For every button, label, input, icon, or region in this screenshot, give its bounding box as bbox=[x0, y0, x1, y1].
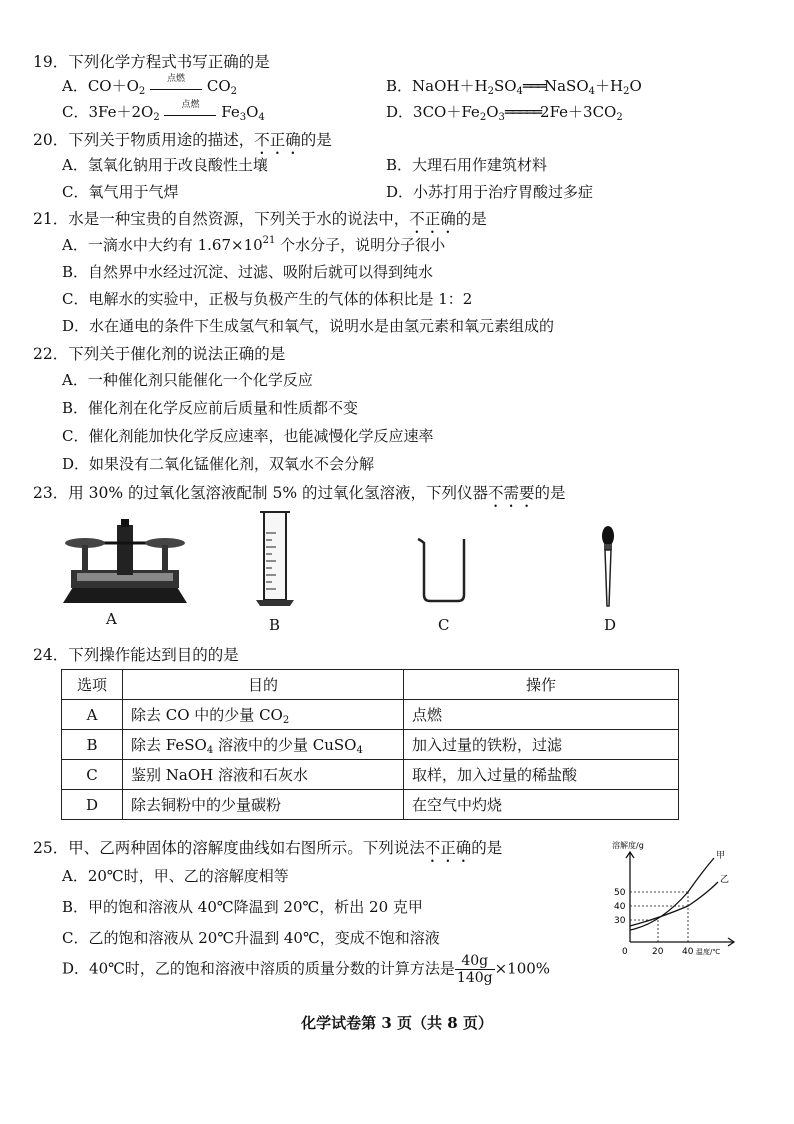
table-cell: B bbox=[62, 730, 123, 760]
table-cell: 在空气中灼烧 bbox=[404, 790, 679, 820]
table-cell bbox=[123, 700, 404, 730]
beaker-image bbox=[412, 533, 472, 605]
q23-emphasis: 不需要 bbox=[487, 484, 535, 502]
table-cell: 鉴别 NaOH 溶液和石灰水 bbox=[123, 760, 404, 790]
q22-option-b: B．催化剂在化学反应前后质量和性质都不变 bbox=[62, 399, 359, 417]
q21-option-b: B．自然界中水经过沉淀、过滤、吸附后就可以得到纯水 bbox=[62, 263, 434, 281]
q23-stem-a: 23．用 30% 的过氧化氢溶液配制 5% 的过氧化氢溶液，下列仪器 bbox=[33, 484, 488, 502]
table-cell: D bbox=[62, 790, 123, 820]
goal-text: 溶液中的少量 CuSO bbox=[213, 736, 357, 754]
series-label-yi: 乙 bbox=[720, 875, 730, 885]
q21-stem-a: 21．水是一种宝贵的自然资源，下列关于水的说法中， bbox=[33, 210, 410, 228]
table-cell: C bbox=[62, 760, 123, 790]
y-tick-label: 40 bbox=[614, 902, 626, 912]
fraction-denominator: 140g bbox=[456, 970, 493, 986]
series-label-jia: 甲 bbox=[716, 851, 726, 861]
q20-option-c: C．氧气用于气焊 bbox=[62, 183, 179, 201]
q21-option-d: D．水在通电的条件下生成氢气和氧气，说明水是由氢元素和氧元素组成的 bbox=[62, 317, 555, 335]
graduated-cylinder-image bbox=[250, 508, 300, 608]
q19-stem: 19．下列化学方程式书写正确的是 bbox=[33, 53, 270, 71]
q20-option-b: B．大理石用作建筑材料 bbox=[386, 156, 548, 174]
q23-label-c: C bbox=[438, 616, 450, 634]
q25-option-d bbox=[62, 953, 550, 986]
table-row bbox=[62, 700, 679, 730]
table-cell bbox=[123, 730, 404, 760]
origin-label: 0 bbox=[622, 947, 628, 957]
q24-table bbox=[61, 669, 679, 820]
q25-option-b: B．甲的饱和溶液从 40℃降温到 20℃，析出 20 克甲 bbox=[62, 898, 423, 916]
page-footer: 化学试卷第 3 页（共 8 页） bbox=[301, 1014, 493, 1032]
q21-option-c: C．电解水的实验中，正极与负极产生的气体的体积比是 1：2 bbox=[62, 290, 473, 308]
q19-a-post: CO bbox=[206, 77, 231, 95]
table-header: 目的 bbox=[123, 670, 404, 700]
solubility-graph bbox=[610, 838, 740, 960]
q25-stem-b: 的是 bbox=[471, 839, 503, 857]
q19-option-d: D．$3CO+Fe_2O_3═════2Fe+3CO_2$ bbox=[386, 103, 623, 123]
q19-option-c: C．$3Fe+2O_2$ 点燃 $Fe_3O_4$ bbox=[62, 101, 265, 122]
reaction-condition: 点燃 bbox=[167, 74, 186, 84]
q20-option-a: A．氢氧化钠用于改良酸性土壤 bbox=[62, 156, 268, 174]
q21-emphasis: 不正确 bbox=[409, 210, 456, 228]
q20-emphasis: 不正确 bbox=[254, 131, 301, 149]
q22-option-a: A．一种催化剂只能催化一个化学反应 bbox=[62, 371, 313, 389]
q23-stem-b: 的是 bbox=[534, 484, 566, 502]
q25-d-post: ×100% bbox=[494, 959, 551, 978]
table-header: 选项 bbox=[62, 670, 123, 700]
q25-fraction bbox=[455, 953, 495, 986]
balance-scale-image bbox=[55, 515, 195, 610]
q21-stem bbox=[33, 207, 487, 237]
goal-subscript: 4 bbox=[356, 745, 363, 756]
q21-a-post: 个水分子，说明分子很小 bbox=[275, 236, 446, 254]
q23-label-d: D bbox=[604, 616, 617, 634]
graph-ylabel: 溶解度/g bbox=[612, 841, 644, 850]
q20-stem-b: 的是 bbox=[300, 131, 332, 149]
q21-a-pre: A．一滴水中大约有 1.67×10 bbox=[62, 236, 263, 254]
q25-d-pre: D．40℃时，乙的饱和溶液中溶质的质量分数的计算方法是 bbox=[62, 959, 455, 978]
table-cell: 点燃 bbox=[404, 700, 679, 730]
table-cell: 除去铜粉中的少量碳粉 bbox=[123, 790, 404, 820]
q23-stem bbox=[33, 481, 566, 511]
q22-option-c: C．催化剂能加快化学反应速率，也能减慢化学反应速率 bbox=[62, 427, 434, 445]
table-cell: 取样，加入过量的稀盐酸 bbox=[404, 760, 679, 790]
reaction-condition: 点燃 bbox=[181, 100, 200, 110]
table-row bbox=[62, 730, 679, 760]
q25-emphasis: 不正确 bbox=[424, 839, 472, 857]
curve-yi bbox=[630, 882, 718, 926]
q19-c-arrow bbox=[164, 100, 216, 121]
curve-jia bbox=[630, 858, 714, 930]
y-tick-label: 50 bbox=[614, 888, 626, 898]
q22-option-d: D．如果没有二氧化锰催化剂，双氧水不会分解 bbox=[62, 455, 375, 473]
q21-stem-b: 的是 bbox=[455, 210, 487, 228]
table-row bbox=[62, 760, 679, 790]
q19-a-pre: A．CO＋O bbox=[62, 77, 139, 95]
goal-text: 除去 FeSO bbox=[131, 736, 207, 754]
table-cell: 加入过量的铁粉，过滤 bbox=[404, 730, 679, 760]
q23-label-a: A bbox=[106, 610, 117, 628]
graph-xlabel: 温度/℃ bbox=[696, 948, 721, 956]
q20-stem-a: 20．下列关于物质用途的描述， bbox=[33, 131, 255, 149]
x-tick-label: 40 bbox=[682, 947, 694, 957]
q23-label-b: B bbox=[269, 616, 281, 634]
table-row bbox=[62, 790, 679, 820]
q19-c-post: Fe bbox=[221, 103, 240, 121]
table-header-row bbox=[62, 670, 679, 700]
q20-option-d: D．小苏打用于治疗胃酸过多症 bbox=[386, 183, 594, 201]
goal-text: 除去 CO 中的少量 CO bbox=[131, 706, 283, 724]
q19-c-pre: C．3Fe＋2O bbox=[62, 103, 154, 121]
q21-a-exponent: 21 bbox=[262, 235, 276, 246]
q25-stem-a: 25．甲、乙两种固体的溶解度曲线如右图所示。下列说法 bbox=[33, 839, 425, 857]
fraction-numerator: 40g bbox=[455, 953, 495, 970]
q24-stem: 24．下列操作能达到目的的是 bbox=[33, 646, 239, 664]
table-header: 操作 bbox=[404, 670, 679, 700]
q21-option-a bbox=[62, 234, 445, 255]
x-tick-label: 20 bbox=[652, 947, 664, 957]
y-tick-label: 30 bbox=[614, 916, 626, 926]
q19-option-a: A．$CO+O_2$ 点燃 $CO_2$ bbox=[62, 75, 237, 96]
q19-a-arrow bbox=[150, 74, 202, 95]
q22-stem: 22．下列关于催化剂的说法正确的是 bbox=[33, 345, 286, 363]
goal-subscript: 4 bbox=[206, 745, 214, 756]
q25-option-a: A．20℃时，甲、乙的溶解度相等 bbox=[62, 867, 289, 885]
q25-option-c: C．乙的饱和溶液从 20℃升温到 40℃，变成不饱和溶液 bbox=[62, 929, 440, 947]
goal-subscript: 2 bbox=[282, 715, 290, 726]
dropper-image bbox=[596, 522, 620, 610]
q19-option-b: B．$NaOH+H_2SO_4═══NaSO_4+H_2O$ bbox=[386, 77, 642, 97]
q25-stem bbox=[33, 836, 502, 866]
table-cell: A bbox=[62, 700, 123, 730]
